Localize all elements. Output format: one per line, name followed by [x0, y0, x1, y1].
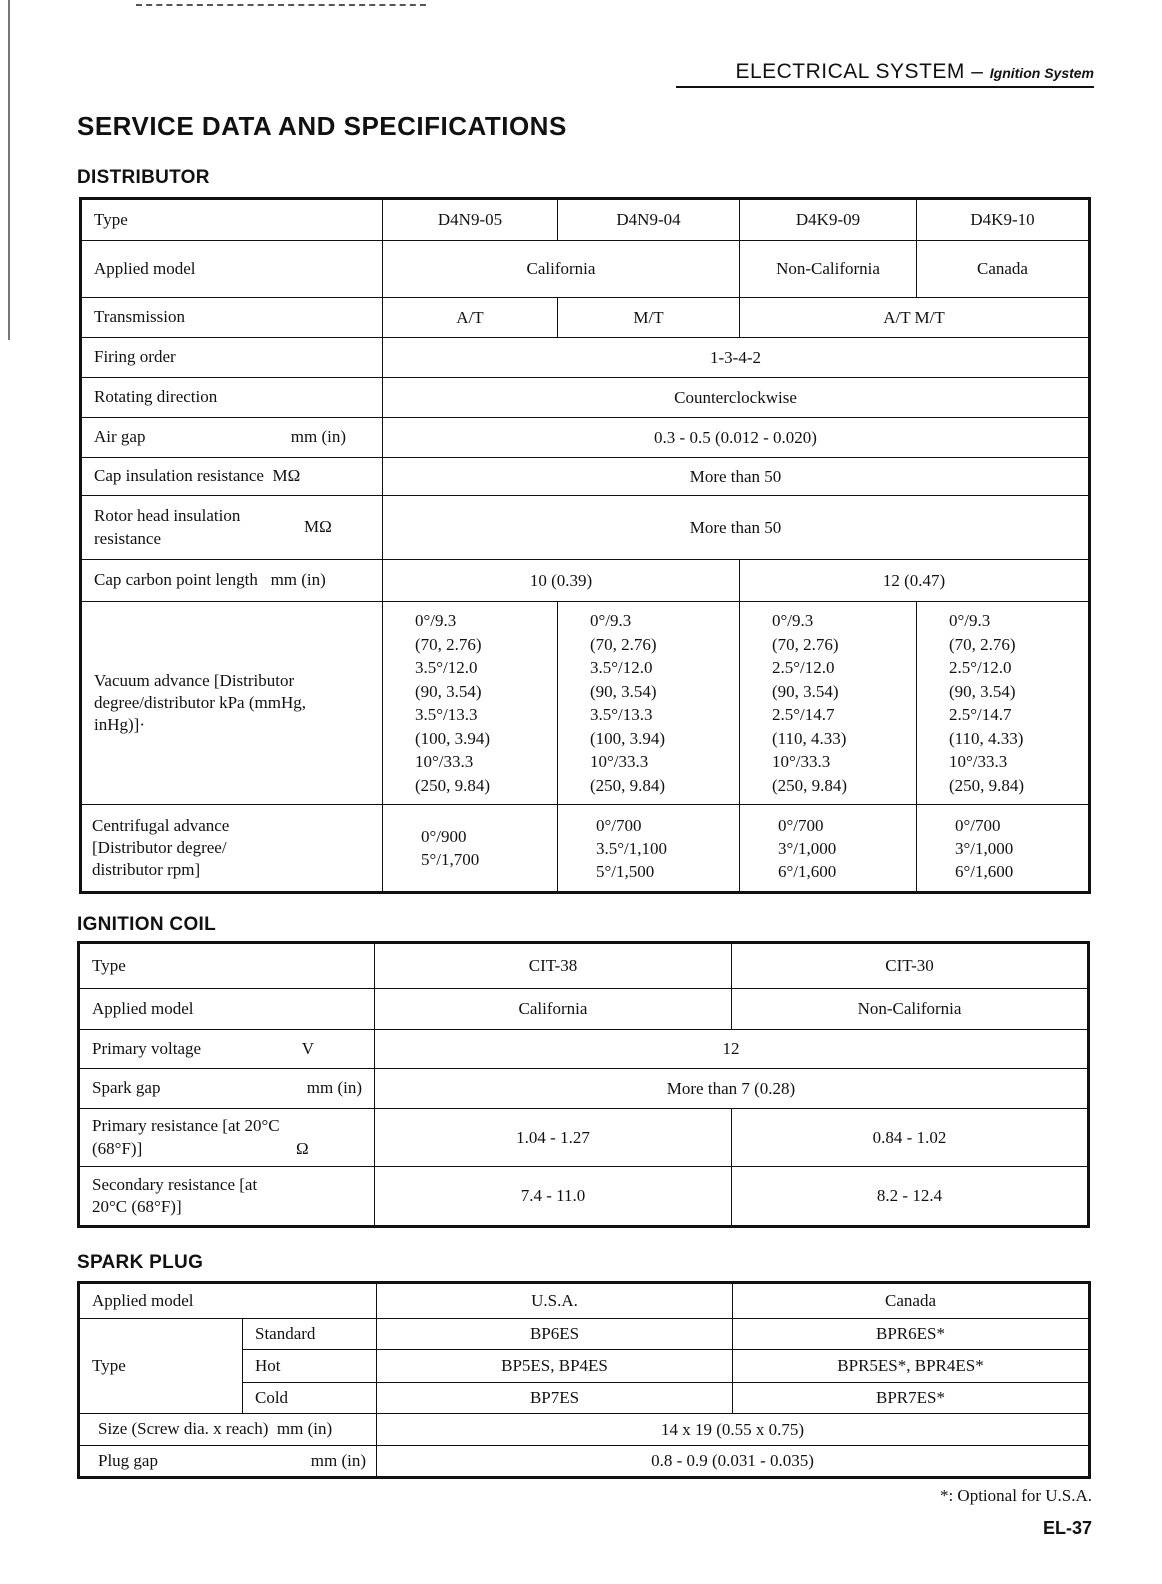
table-row — [79, 1414, 1090, 1446]
vacuum-advance-value: 0°/9.3 (70, 2.76) 3.5°/12.0 (90, 3.54) 3.5°/13.3 (100, 3.94) 10°/33.3 (250, 9.84) — [383, 602, 558, 805]
cap-insulation-text: Cap insulation resistance — [94, 466, 264, 486]
applied-model-value: Canada — [917, 241, 1090, 298]
plug-gap-label — [79, 1446, 377, 1478]
centrifugal-advance-value: 0°/700 3°/1,000 6°/1,600 — [740, 805, 917, 893]
table-row — [79, 943, 1089, 989]
secondary-resistance-label: Secondary resistance [at 20°C (68°F)] — [79, 1167, 375, 1227]
primary-resistance-label — [79, 1109, 375, 1167]
plug-type-label: Type — [79, 1319, 243, 1414]
vacuum-advance-value: 0°/9.3 (70, 2.76) 3.5°/12.0 (90, 3.54) 3.5°/13.3 (100, 3.94) 10°/33.3 (250, 9.84) — [558, 602, 740, 805]
header-system: ELECTRICAL SYSTEM — [735, 60, 965, 83]
type-value: D4K9-09 — [740, 199, 917, 241]
left-margin-rule — [8, 0, 10, 340]
table-row — [79, 1069, 1089, 1109]
cap-carbon-value: 10 (0.39) — [383, 560, 740, 602]
plug-usa-value: BP6ES — [377, 1319, 733, 1350]
centrifugal-advance-label: Centrifugal advance [Distributor degree/ distributor rpm] — [81, 805, 383, 893]
page-number: EL-37 — [1042, 1518, 1092, 1538]
primary-voltage-value: 12 — [375, 1030, 1089, 1069]
transmission-value: M/T — [558, 298, 740, 338]
table-row — [81, 458, 1090, 496]
primary-voltage-label — [79, 1030, 375, 1069]
plug-size-unit: mm (in) — [276, 1419, 333, 1439]
rotor-insulation-label — [81, 496, 383, 560]
plug-canada-value: BPR5ES*, BPR4ES* — [733, 1350, 1090, 1383]
centrifugal-advance-value: 0°/700 3.5°/1,100 5°/1,500 — [558, 805, 740, 893]
header-dash: – — [964, 60, 990, 83]
table-row — [81, 298, 1090, 338]
spark-gap-text: Spark gap — [92, 1078, 161, 1098]
coil-type-value: CIT-30 — [732, 943, 1089, 989]
transmission-label: Transmission — [81, 298, 383, 338]
header-section: Ignition System — [989, 65, 1094, 81]
plug-size-label — [79, 1414, 377, 1446]
vacuum-advance-label: Vacuum advance [Distributor degree/distributor kPa (mmHg, inHg)]· — [81, 602, 383, 805]
plug-heat-range-label: Cold — [243, 1383, 377, 1414]
plug-size-value: 14 x 19 (0.55 x 0.75) — [377, 1414, 1090, 1446]
table-row — [81, 805, 1090, 893]
primary-voltage-unit: V — [301, 1038, 314, 1058]
table-row — [81, 338, 1090, 378]
type-value: D4K9-10 — [917, 199, 1090, 241]
firing-order-label: Firing order — [81, 338, 383, 378]
rotor-insulation-text: Rotor head insulation resistance — [94, 506, 241, 548]
table-row — [81, 496, 1090, 560]
plug-gap-value: 0.8 - 0.9 (0.031 - 0.035) — [377, 1446, 1090, 1478]
distributor-table — [79, 197, 1091, 894]
table-row — [79, 1167, 1089, 1227]
plug-usa-value: BP5ES, BP4ES — [377, 1350, 733, 1383]
transmission-value: A/T M/T — [740, 298, 1090, 338]
table-row — [81, 199, 1090, 241]
table-row — [79, 1030, 1089, 1069]
applied-model-value: California — [383, 241, 740, 298]
type-value: D4N9-04 — [558, 199, 740, 241]
rotating-direction-value: Counterclockwise — [383, 378, 1090, 418]
ignition-coil-title: IGNITION COIL — [77, 914, 217, 935]
table-row — [79, 1283, 1090, 1319]
spark-gap-label — [79, 1069, 375, 1109]
primary-resistance-text: Primary resistance [at 20°C (68°F)] — [92, 1116, 280, 1158]
cap-carbon-unit: mm (in) — [270, 570, 326, 590]
table-row — [81, 418, 1090, 458]
coil-applied-model-value: California — [375, 989, 732, 1030]
page-title: SERVICE DATA AND SPECIFICATIONS — [77, 111, 567, 141]
plug-size-text: Size (Screw dia. x reach) — [98, 1419, 269, 1439]
plug-gap-text: Plug gap — [98, 1450, 158, 1470]
spark-gap-unit: mm (in) — [306, 1078, 362, 1098]
table-row — [81, 241, 1090, 298]
table-row — [79, 1109, 1089, 1167]
secondary-resistance-value: 8.2 - 12.4 — [732, 1167, 1089, 1227]
applied-model-value: Non-California — [740, 241, 917, 298]
footnote: *: Optional for U.S.A. — [939, 1486, 1092, 1505]
plug-heat-range-label: Standard — [243, 1319, 377, 1350]
type-label: Type — [81, 199, 383, 241]
distributor-title: DISTRIBUTOR — [77, 167, 210, 188]
air-gap-text: Air gap — [94, 427, 146, 447]
cap-carbon-label — [81, 560, 383, 602]
cap-insulation-value: More than 50 — [383, 458, 1090, 496]
table-row — [79, 1319, 1090, 1350]
rotating-direction-label: Rotating direction — [81, 378, 383, 418]
page-header — [676, 60, 1094, 88]
vacuum-advance-value: 0°/9.3 (70, 2.76) 2.5°/12.0 (90, 3.54) 2.5°/14.7 (110, 4.33) 10°/33.3 (250, 9.84) — [917, 602, 1090, 805]
coil-type-value: CIT-38 — [375, 943, 732, 989]
table-row — [81, 602, 1090, 805]
applied-model-label: Applied model — [81, 241, 383, 298]
rotor-insulation-unit: MΩ — [304, 517, 332, 537]
plug-heat-range-label: Hot — [243, 1350, 377, 1383]
rotor-insulation-value: More than 50 — [383, 496, 1090, 560]
centrifugal-advance-value: 0°/900 5°/1,700 — [383, 805, 558, 893]
table-row — [79, 989, 1089, 1030]
firing-order-value: 1-3-4-2 — [383, 338, 1090, 378]
plug-usa-value: BP7ES — [377, 1383, 733, 1414]
plug-canada-value: BPR7ES* — [733, 1383, 1090, 1414]
table-row — [81, 560, 1090, 602]
primary-resistance-unit: Ω — [296, 1138, 309, 1158]
plug-applied-model-value: U.S.A. — [377, 1283, 733, 1319]
primary-resistance-value: 1.04 - 1.27 — [375, 1109, 732, 1167]
cap-insulation-unit: MΩ — [272, 466, 301, 486]
ignition-coil-table — [77, 941, 1090, 1228]
cap-carbon-text: Cap carbon point length — [94, 570, 258, 590]
primary-resistance-value: 0.84 - 1.02 — [732, 1109, 1089, 1167]
plug-gap-unit: mm (in) — [310, 1450, 367, 1470]
spark-plug-title: SPARK PLUG — [77, 1252, 204, 1273]
cap-carbon-value: 12 (0.47) — [740, 560, 1090, 602]
coil-applied-model-value: Non-California — [732, 989, 1089, 1030]
plug-canada-value: BPR6ES* — [733, 1319, 1090, 1350]
table-row — [79, 1446, 1090, 1478]
vacuum-advance-value: 0°/9.3 (70, 2.76) 2.5°/12.0 (90, 3.54) 2.5°/14.7 (110, 4.33) 10°/33.3 (250, 9.84) — [740, 602, 917, 805]
air-gap-label — [81, 418, 383, 458]
cap-insulation-label — [81, 458, 383, 496]
top-scan-marks — [136, 4, 426, 10]
type-value: D4N9-05 — [383, 199, 558, 241]
air-gap-unit: mm (in) — [290, 427, 346, 447]
table-row — [81, 378, 1090, 418]
primary-voltage-text: Primary voltage — [92, 1038, 202, 1058]
plug-applied-model-value: Canada — [733, 1283, 1090, 1319]
spark-plug-table — [77, 1281, 1091, 1479]
secondary-resistance-value: 7.4 - 11.0 — [375, 1167, 732, 1227]
air-gap-value: 0.3 - 0.5 (0.012 - 0.020) — [383, 418, 1090, 458]
centrifugal-advance-value: 0°/700 3°/1,000 6°/1,600 — [917, 805, 1090, 893]
plug-applied-model-label: Applied model — [79, 1283, 377, 1319]
coil-applied-model-label: Applied model — [79, 989, 375, 1030]
spark-gap-value: More than 7 (0.28) — [375, 1069, 1089, 1109]
transmission-value: A/T — [383, 298, 558, 338]
coil-type-label: Type — [79, 943, 375, 989]
